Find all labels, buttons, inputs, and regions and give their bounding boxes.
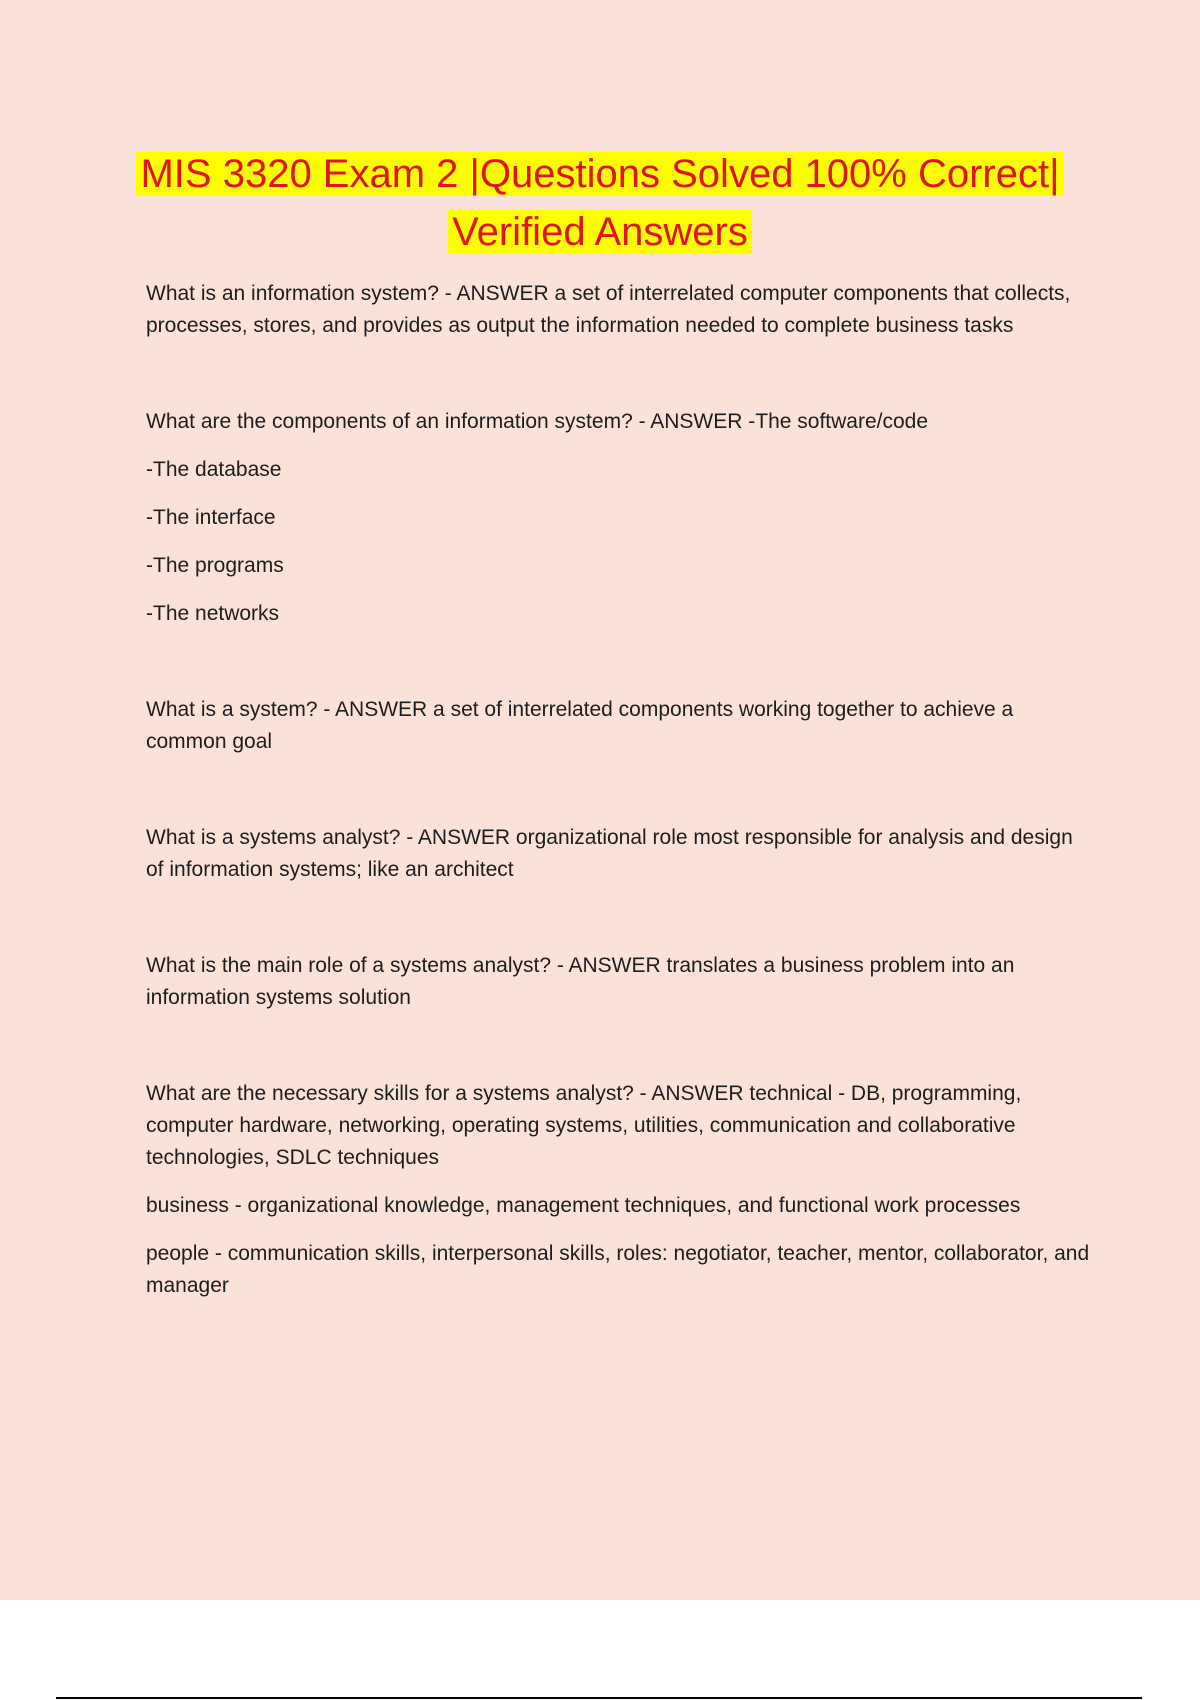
qa-list-line: people - communication skills, interpersonal skills, roles: negotiator, teacher, mentor, collaborator, and manager — [146, 1242, 1090, 1297]
document-title — [0, 145, 1200, 261]
title-line-2: Verified Answers — [448, 210, 752, 254]
qa-item: What is the main role of a systems analyst? - ANSWER translates a business problem into an information systems solution — [146, 954, 1015, 1009]
qa-item: What is an information system? - ANSWER a set of interrelated computer components that collects, processes, stores, and provides as output the information needed to complete business tasks — [146, 282, 1071, 337]
qa-list-line: -The programs — [146, 554, 284, 577]
qa-item: What are the necessary skills for a systems analyst? - ANSWER technical - DB, programming, computer hardware, networking, operating systems, utilities, communication and collaborative technologies, SDLC techniques — [146, 1082, 1022, 1169]
qa-item: What is a systems analyst? - ANSWER organizational role most responsible for analysis and design of information systems; like an architect — [146, 826, 1073, 881]
title-line-1: MIS 3320 Exam 2 |Questions Solved 100% Correct| — [136, 152, 1063, 196]
qa-list-line: -The networks — [146, 602, 280, 625]
qa-list — [146, 278, 1096, 1302]
qa-item: What is a system? - ANSWER a set of interrelated components working together to achieve a common goal — [146, 698, 1014, 753]
qa-list-line: business - organizational knowledge, management techniques, and functional work processes — [146, 1194, 1021, 1217]
qa-list-line: -The database — [146, 458, 282, 481]
page-divider — [56, 1697, 1142, 1699]
qa-item: What are the components of an information system? - ANSWER -The software/code — [146, 410, 929, 433]
qa-list-line: -The interface — [146, 506, 276, 529]
